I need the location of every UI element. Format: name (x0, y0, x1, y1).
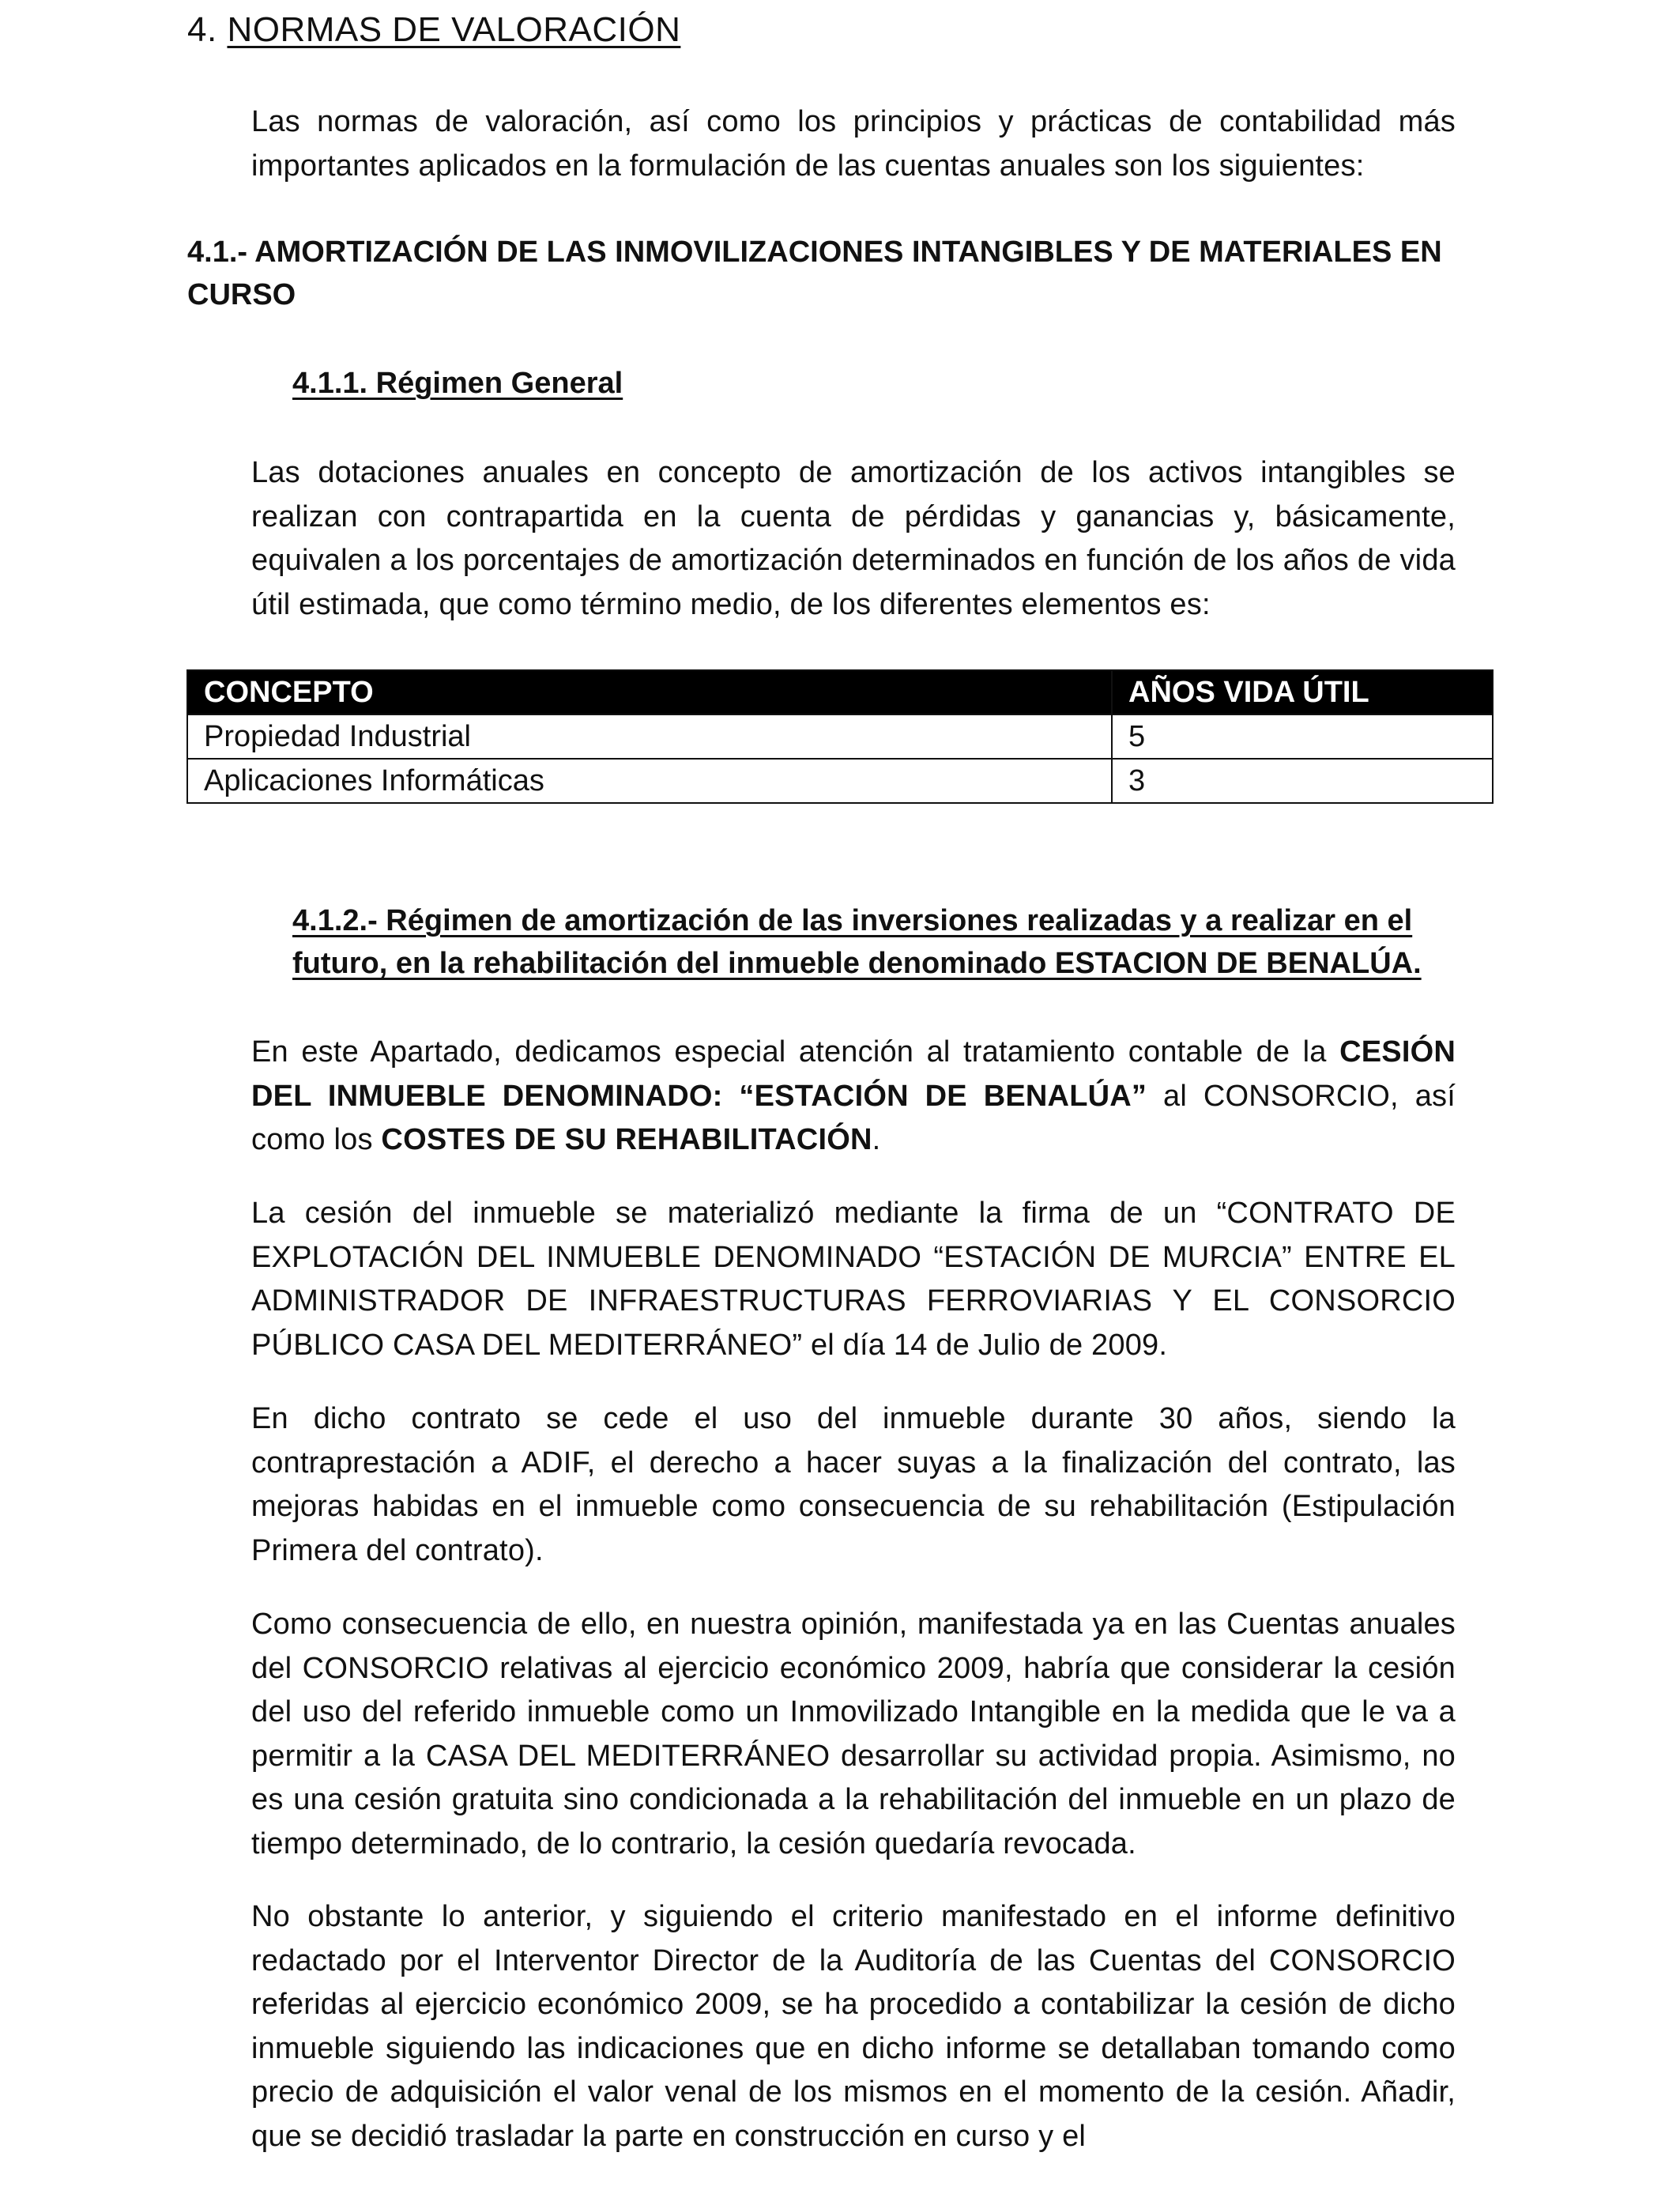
benalua-paragraph-1 (251, 1031, 1456, 1163)
text-run: . (872, 1123, 881, 1156)
table-cell: Propiedad Industrial (187, 714, 1112, 759)
subsection-4-1-2-heading: 4.1.2.- Régimen de amortización de las inversiones realizadas y a realizar en el futuro, en la rehabilitación del inmueble denominado ESTACION DE BENALÚA. (292, 904, 1422, 980)
section-heading (187, 8, 680, 52)
table-header-anos: AÑOS VIDA ÚTIL (1112, 670, 1493, 714)
bold-text-run: CESIÓN DEL INMUEBLE DENOMINADO: “ESTACIÓN DE BENALÚA” (251, 1035, 1456, 1113)
table-cell: 3 (1112, 759, 1493, 803)
section-number: 4. (187, 10, 217, 49)
useful-life-table (186, 669, 1494, 804)
section-title: NORMAS DE VALORACIÓN (227, 10, 681, 49)
benalua-paragraph-4: Como consecuencia de ello, en nuestra opinión, manifestada ya en las Cuentas anuales del CONSORCIO relativas al ejercicio económico 2009, habría que considerar la cesión del uso del referido inmueble como un Inmovilizado Intangible en la medida que le va a permitir a la CASA DEL MEDITERRÁNEO desarrollar su actividad propia. Asimismo, no es una cesión gratuita sino condicionada a la rehabilitación del inmueble en un plazo de tiempo determinado, de lo contrario, la cesión quedaría revocada. (251, 1608, 1456, 1860)
table-header-concepto: CONCEPTO (187, 670, 1112, 714)
table-header-row (187, 670, 1493, 714)
subsection-4-1-1-heading: 4.1.1. Régimen General (292, 367, 623, 400)
text-run: En este Apartado, dedicamos especial atención al tratamiento contable de la (251, 1035, 1340, 1069)
benalua-paragraph-3: En dicho contrato se cede el uso del inmueble durante 30 años, siendo la contraprestación a ADIF, el derecho a hacer suyas a la finalización del contrato, las mejoras habidas en el inmueble como consecuencia de su rehabilitación (Estipulación Primera del contrato). (251, 1402, 1456, 1567)
table-row (187, 714, 1493, 759)
table-row (187, 759, 1493, 803)
benalua-paragraph-5: No obstante lo anterior, y siguiendo el criterio manifestado en el informe definitivo redactado por el Interventor Director de la Auditoría de las Cuentas del CONSORCIO referidas al ejercicio económico 2009, se ha procedido a contabilizar la cesión de dicho inmueble siguiendo las indicaciones que en dicho informe se detallaban tomando como precio de adquisición el valor venal de los mismos en el momento de la cesión. Añadir, que se decidió trasladar la parte en construcción en curso y el (251, 1900, 1456, 2153)
subsection-4-1-heading: 4.1.- AMORTIZACIÓN DE LAS INMOVILIZACIONES INTANGIBLES Y DE MATERIALES EN CURSO (187, 236, 1442, 311)
table-cell: 5 (1112, 714, 1493, 759)
bold-text-run: COSTES DE SU REHABILITACIÓN (381, 1123, 872, 1156)
table-cell: Aplicaciones Informáticas (187, 759, 1112, 803)
intro-paragraph: Las normas de valoración, así como los principios y prácticas de contabilidad más importantes aplicados en la formulación de las cuentas anuales son los siguientes: (251, 105, 1456, 183)
regimen-general-paragraph: Las dotaciones anuales en concepto de amortización de los activos intangibles se realizan con contrapartida en la cuenta de pérdidas y ganancias y, básicamente, equivalen a los porcentajes de amortización determinados en función de los años de vida útil estimada, que como término medio, de los diferentes elementos es: (251, 456, 1456, 621)
benalua-paragraph-2: La cesión del inmueble se materializó mediante la firma de un “CONTRATO DE EXPLOTACIÓN DEL INMUEBLE DENOMINADO “ESTACIÓN DE MURCIA” ENTRE EL ADMINISTRADOR DE INFRAESTRUCTURAS FERROVIARIAS Y EL CONSORCIO PÚBLICO CASA DEL MEDITERRÁNEO” el día 14 de Julio de 2009. (251, 1197, 1456, 1362)
text-run: al CONSORCIO, así como los (251, 1079, 1456, 1156)
